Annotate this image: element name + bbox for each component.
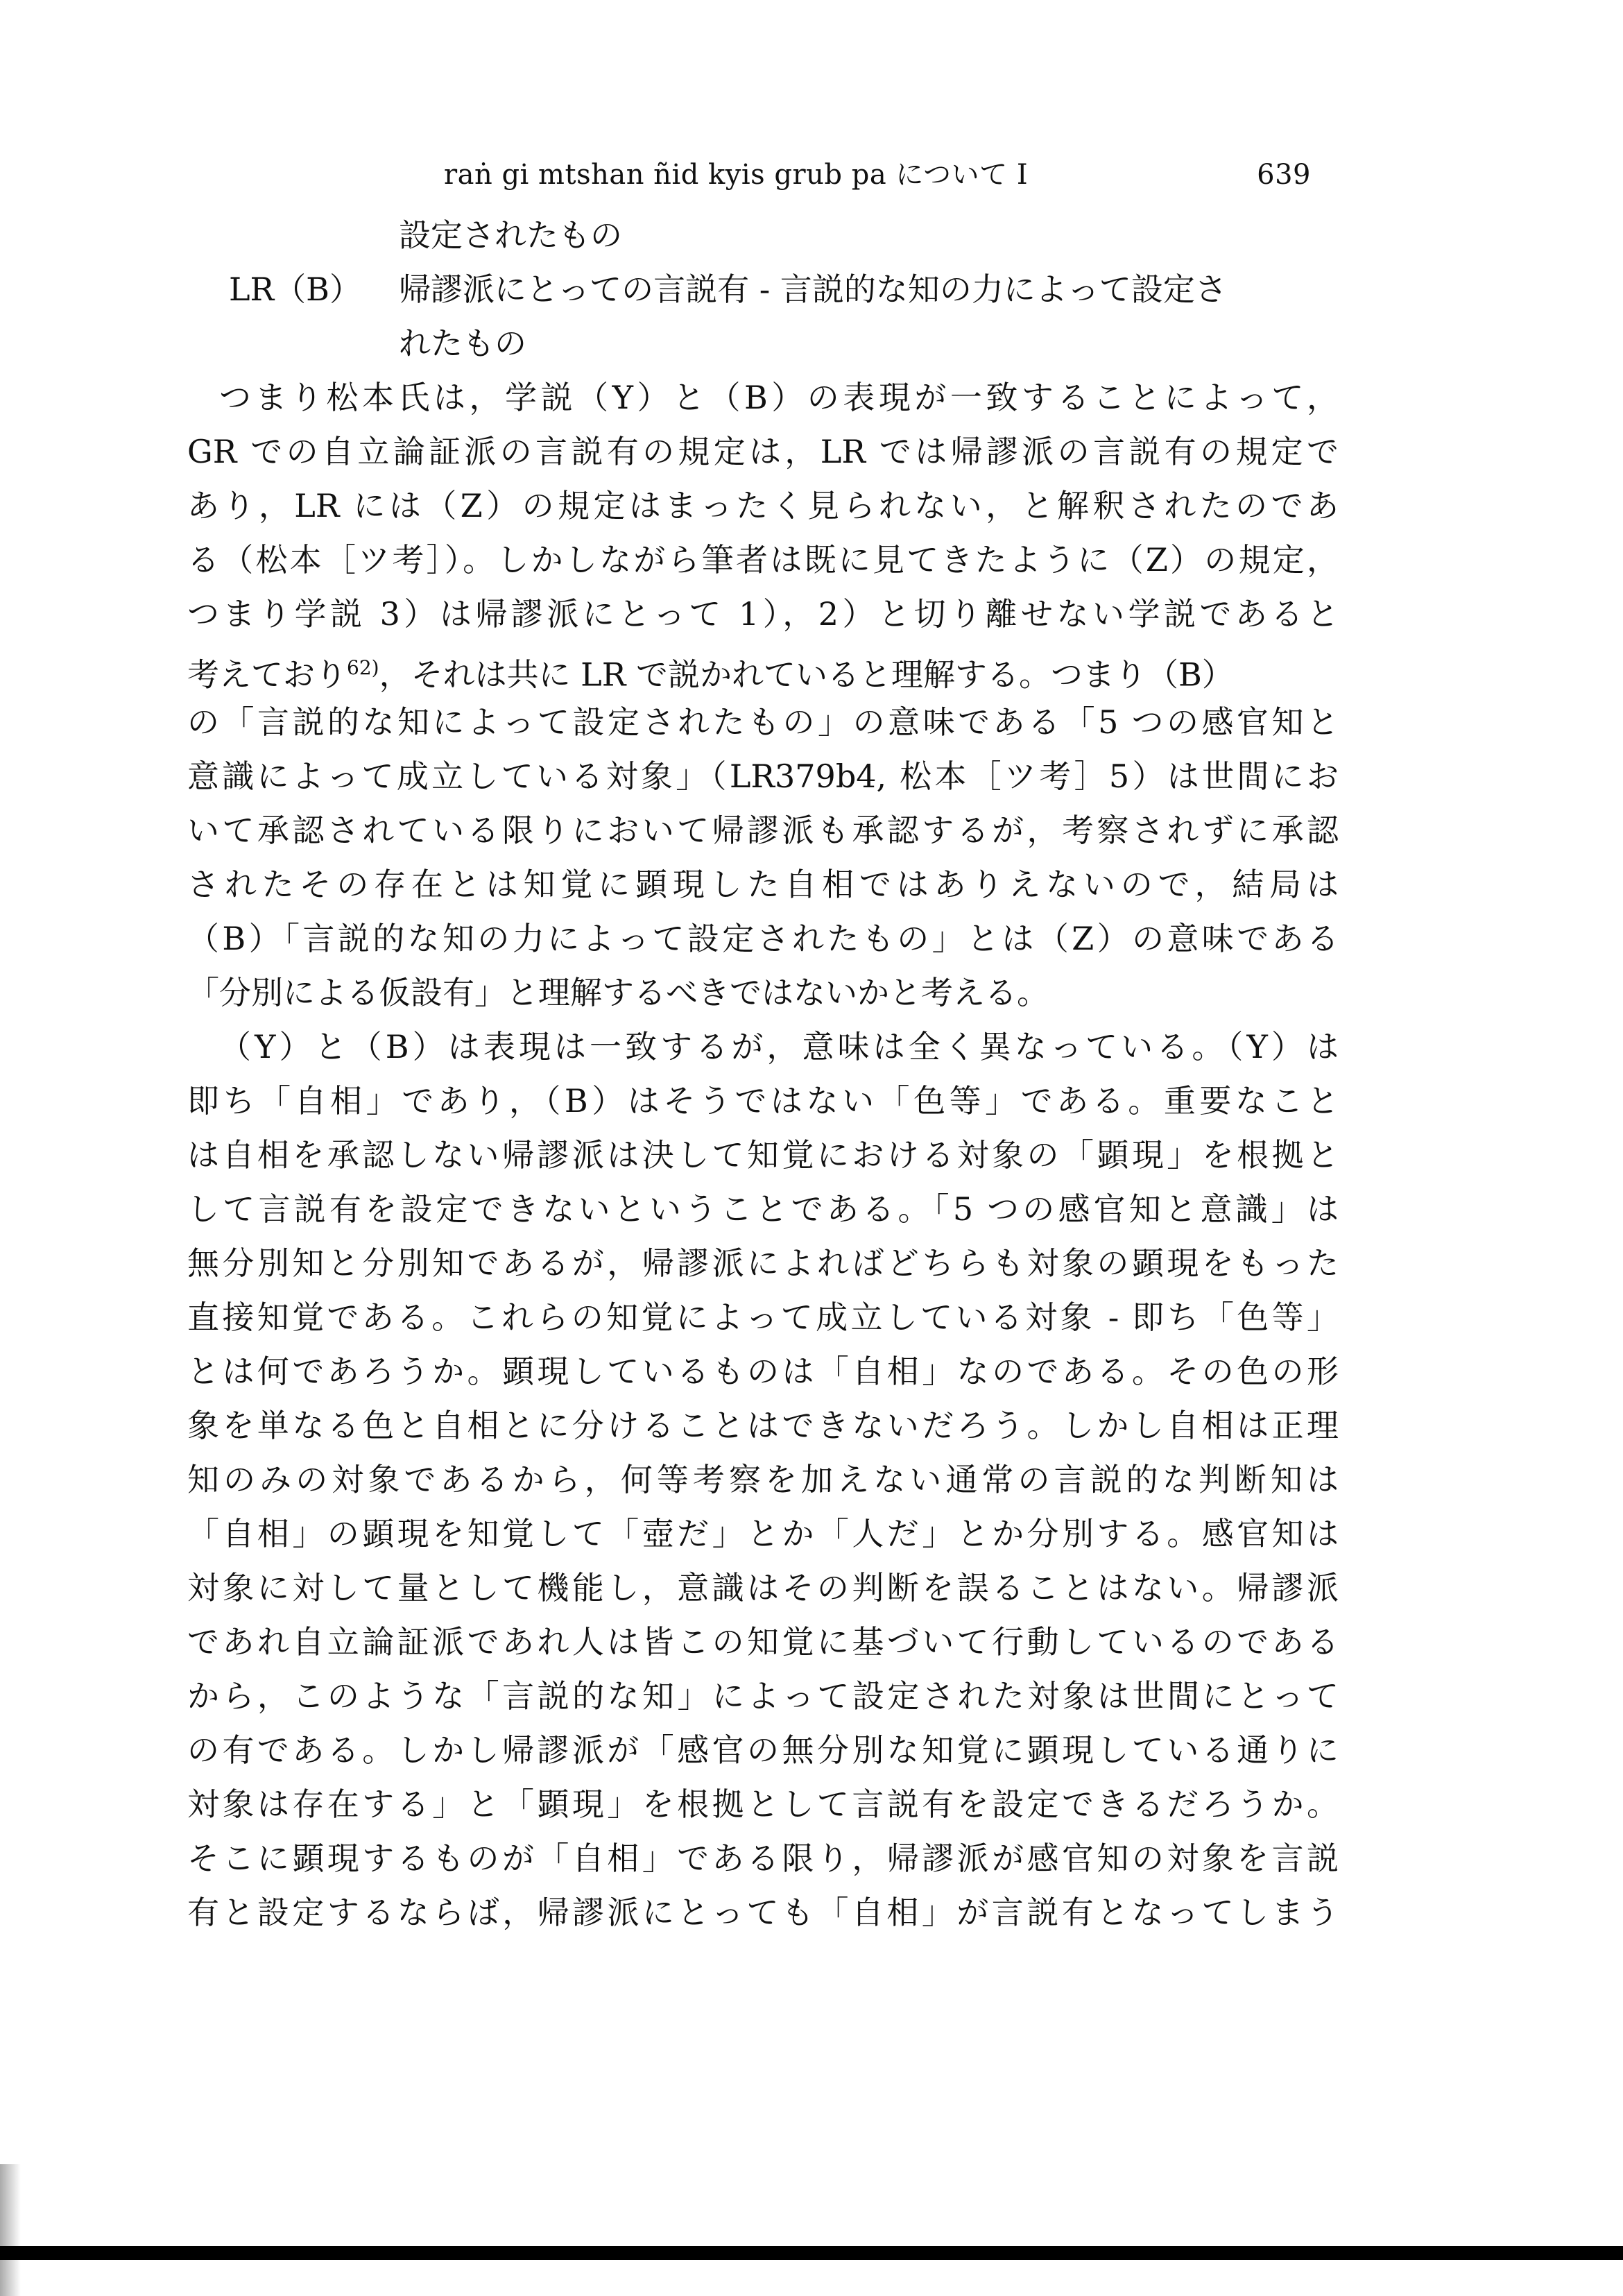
text-line: れたもの [399,325,526,362]
text-line: そこに顕現するものが「自相」である限り，帰謬派が感官知の対象を言説 [187,1840,1339,1877]
text-segment: 考えており [187,656,347,694]
text-line: いて承認されている限りにおいて帰謬派も承認するが，考察されずに承認 [187,812,1339,849]
text-line: 即ち「自相」であり，（B）はそうではない「色等」である。重要なこと [187,1082,1339,1120]
text-line: 意識によって成立している対象」（LR379b4, 松本［ツ考］5）は世間にお [187,757,1339,795]
definition-label: LR（B） [229,271,361,308]
footnote-reference: 62) [347,656,379,679]
text-line: されたその存在とは知覚に顕現した自相ではありえないので，結局は [187,866,1339,903]
text-line: 象を単なる色と自相とに分けることはできないだろう。しかし自相は正理 [187,1407,1339,1444]
body-text [187,208,1339,1939]
text-line: 設定されたもの [399,216,622,254]
text-line: （Y）と（B）は表現は一致するが，意味は全く異なっている。（Y）は [219,1028,1339,1065]
text-line-with-footnote [187,641,1339,695]
text-line: 対象に対して量として機能し，意識はその判断を誤ることはない。帰謬派 [187,1569,1339,1607]
page-number: 639 [1257,159,1311,191]
definition-line [187,262,1339,316]
text-line: は自相を承認しない帰謬派は決して知覚における対象の「顕現」を根拠と [187,1136,1339,1174]
header-title: raṅ gi mtshan ñid kyis grub pa について Ⅰ [444,159,1029,191]
text-segment: ，それは共に LR で説かれていると理解する。つまり（B） [379,656,1234,694]
text-line: であれ自立論証派であれ人は皆この知覚に基づいて行動しているのである [187,1623,1339,1661]
text-line: 「自相」の顕現を知覚して「壺だ」とか「人だ」とか分別する。感官知は [187,1515,1339,1552]
text-line: の「言説的な知によって設定されたもの」の意味である「5 つの感官知と [187,703,1339,741]
text-line: 対象は存在する」と「顕現」を根拠として言説有を設定できるだろうか。 [187,1785,1339,1823]
text-line: 直接知覚である。これらの知覚によって成立している対象 - 即ち「色等」 [187,1299,1339,1336]
text-line: る（松本［ツ考］）。しかしながら筆者は既に見てきたように（Z）の規定， [187,541,1339,579]
text-line: つまり学説 3）は帰謬派にとって 1），2）と切り離せない学説であると [187,595,1339,633]
text-line: つまり松本氏は，学説（Y）と（B）の表現が一致することによって， [219,379,1339,416]
text-line: の有である。しかし帰謬派が「感官の無分別な知覚に顕現している通りに [187,1731,1339,1769]
text-line: （B）「言説的な知の力によって設定されたもの」とは（Z）の意味である [187,920,1339,957]
text-line: 知のみの対象であるから，何等考察を加えない通常の言説的な判断知は [187,1461,1339,1498]
bottom-rule [0,2246,1623,2260]
text-line: して言説有を設定できないということである。「5 つの感官知と意識」は [187,1190,1339,1228]
text-line: あり，LR には（Z）の規定はまったく見られない，と解釈されたのであ [187,487,1339,524]
text-line: とは何であろうか。顕現しているものは「自相」なのである。その色の形 [187,1353,1339,1390]
text-line: 有と設定するならば，帰謬派にとっても「自相」が言説有となってしまう [187,1894,1339,1931]
text-line: から，このような「言説的な知」によって設定された対象は世間にとって [187,1677,1339,1715]
text-line: 「分別による仮設有」と理解するべきではないかと考える。 [187,974,1049,1011]
scan-edge-shadow [0,2164,21,2296]
text-line: 帰謬派にとっての言説有 - 言説的な知の力によって設定さ [399,271,1227,308]
text-line: 無分別知と分別知であるが，帰謬派によればどちらも対象の顕現をもった [187,1244,1339,1282]
text-line: GR での自立論証派の言説有の規定は，LR では帰謬派の言説有の規定で [187,433,1339,470]
